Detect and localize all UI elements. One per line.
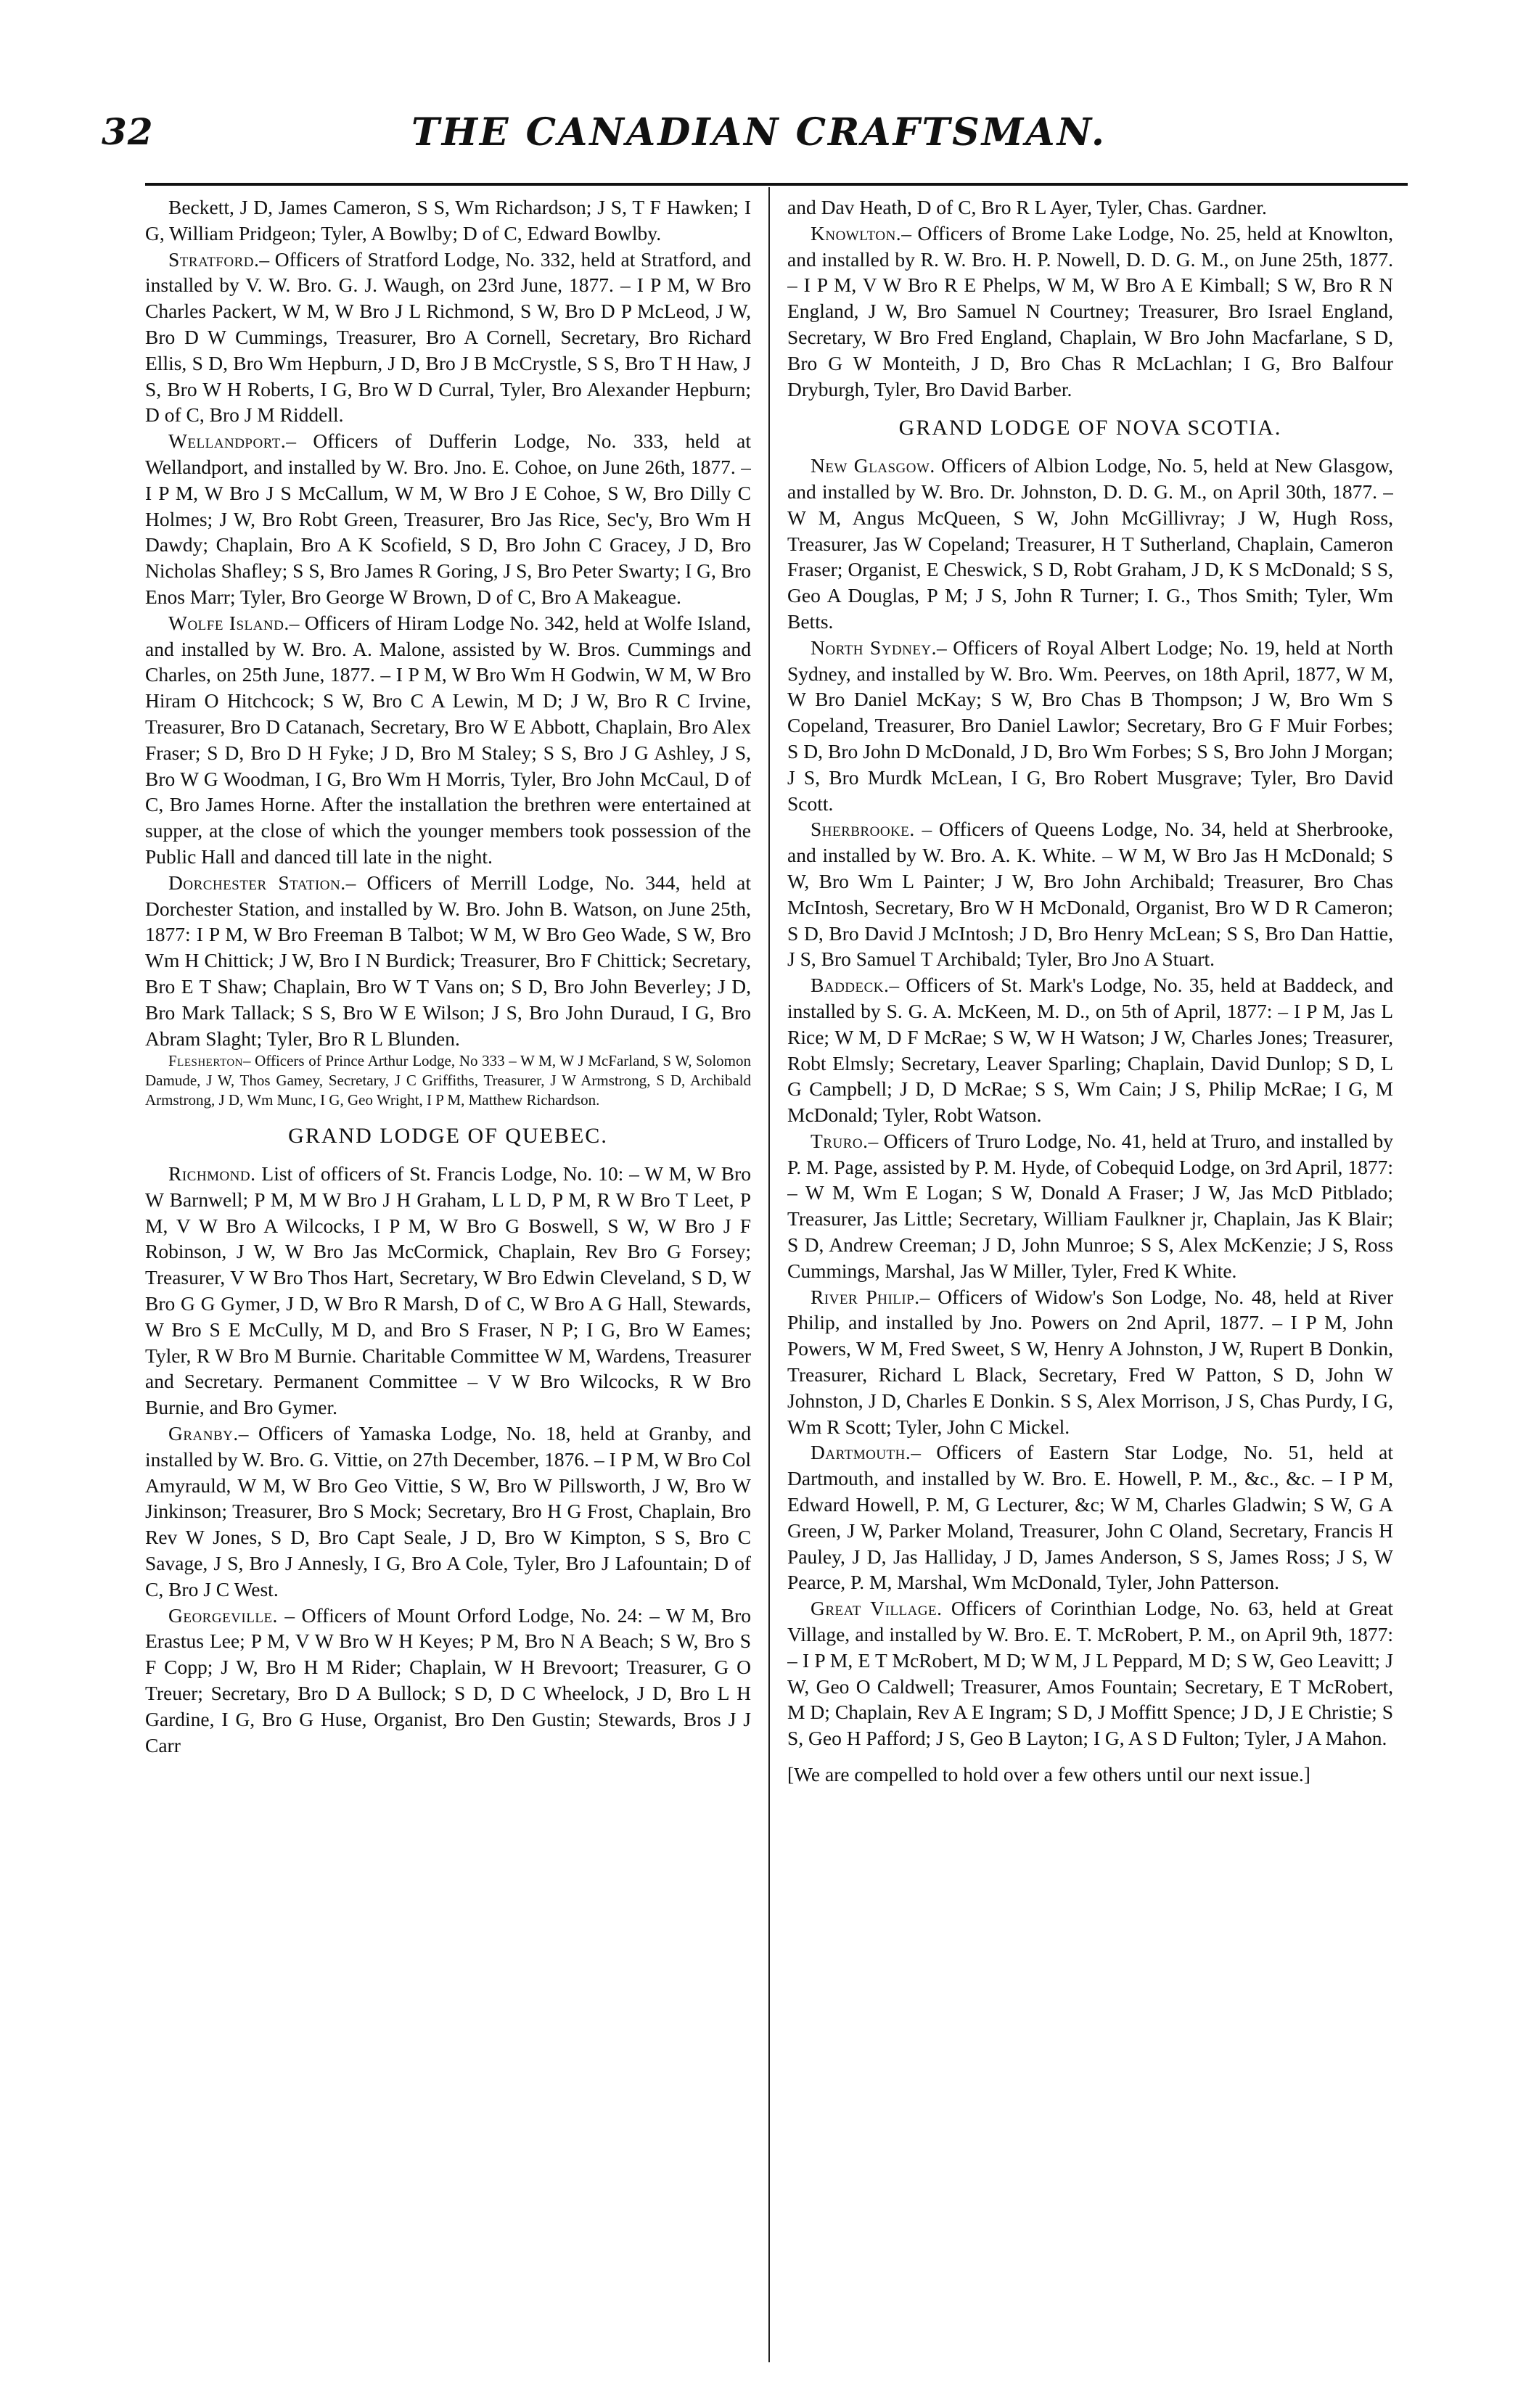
report-text: and Dav Heath, D of C, Bro R L Ayer, Tyler, Chas. Gardner. [787,196,1267,218]
page-title: THE CANADIAN CRAFTSMAN. [411,110,1107,155]
report-text: – Officers of Mount Orford Lodge, No. 24: – W M, Bro Erastus Lee; P M, V W Bro W H Keyes; P M, Bro N A Beach; S W, Bro S F Copp; J W, Bro H M Rider; Chaplain, W H Brevoort; Treasurer, G O Treuer; Secretary, Bro D A Bullock; S D, D C Wheelock, J D, Bro L H Gardine, I G, Bro G Huse, Organist, Bro Den Gustin; Stewards, Bros J J Carr [145,1603,751,1756]
lodge-location: Richmond. [168,1162,256,1185]
lodge-report [145,1603,751,1759]
lodge-report [145,1051,751,1110]
report-text: – Officers of Eastern Star Lodge, No. 51, held at Dartmouth, and installed by W. Bro. E. Howell, P. M., &c., &c. – I P M, Edward Howell, P. M, G Lecturer, &c; W M, Charles Gladwin; S W, G A Green, J W, Parker Moland, Treasurer, John C Oland, Secretary, Francis H Pauley, J D, Jas Halliday, J D, James Anderson, S S, James Ross; J S, W Pearce, P. M, Marshal, Wm McDonald, Tyler, John Patterson. [787,1441,1393,1594]
lodge-location: North Sydney. [811,636,938,659]
lodge-report [787,453,1393,635]
lodge-location: Truro. [811,1129,869,1152]
lodge-report [787,1439,1393,1595]
report-text: Beckett, J D, James Cameron, S S, Wm Richardson; J S, T F Hawken; I G, William Pridgeon; Tyler, A Bowlby; D of C, Edward Bowlby. [145,196,751,245]
lodge-report [145,1421,751,1603]
lodge-report [787,635,1393,817]
report-text: – Officers of Royal Albert Lodge; No. 19, held at North Sydney, and installed by W. Bro. Wm. Peerves, on 18th April, 1877, W M, W Bro Daniel McKay; S W, Bro Chas B Thompson; J W, Bro Wm S Copeland, Treasurer, Bro Daniel Lawlor; Secretary, Bro G F Muir Forbes; S D, Bro John D McDonald, J D, Bro Wm Forbes; S S, Bro John J Morgan; J S, Bro Murdk McLean, I G, Bro Robert Musgrave; Tyler, Bro David Scott. [787,636,1393,815]
lodge-location: River Philip. [811,1285,920,1308]
lodge-report [787,972,1393,1128]
lodge-report [145,247,751,429]
lodge-report [787,1595,1393,1751]
lodge-report [787,1284,1393,1440]
lodge-report [787,194,1393,221]
lodge-report [145,610,751,870]
lodge-report [145,428,751,610]
report-text: – Officers of Stratford Lodge, No. 332, held at Stratford, and installed by V. W. Bro. G. J. Waugh, on 23rd June, 1877. – I P M, W Bro Charles Packert, W M, W Bro J L Richmond, S W, Bro D P McLeod, J W, Bro D W Cummings, Treasurer, Bro A Cornell, Secretary, Bro Richard Ellis, S D, Bro Wm Hepburn, J D, Bro J B McCrystle, S S, Bro T H Haw, J S, Bro W H Roberts, I G, Bro W D Curral, Tyler, Bro Alexander Hepburn; D of C, Bro J M Riddell. [145,247,751,427]
column-divider [768,187,770,2362]
lodge-report [787,1128,1393,1284]
header-rule [145,183,1408,186]
lodge-location: Knowlton. [811,221,902,245]
lodge-location: Wellandport. [168,430,287,453]
report-text: – Officers of Prince Arthur Lodge, No 333 – W M, W J McFarland, S W, Solomon Damude, J W, Thos Gamey, Secretary, J C Griffiths, Treasurer, J W Armstrong, S D, Archibald Armstrong, J D, Wm Munc, I G, Geo Wright, I P M, Matthew Richardson. [145,1052,751,1109]
report-text: Officers of Corinthian Lodge, No. 63, held at Great Village, and installed by W. Bro. E. T. McRobert, P. M., on April 9th, 1877: – I P M, E T McRobert, M D; W M, J L Peppard, M D; S W, Geo Leavitt; J W, Geo O Caldwell; Treasurer, Amos Fountain; Secretary, E T McRobert, M D; Chaplain, Rev A E Ingram; S D, J Moffitt Spence; J D, J E Christie; S S, Geo H Pafford; J S, Geo B Layton; I G, A S D Fulton; Tyler, J A Mahon. [787,1597,1393,1750]
right-column [787,194,1393,2349]
lodge-location: Granby. [168,1422,239,1445]
lodge-location: Georgeville. [168,1603,278,1627]
lodge-location: Dartmouth. [811,1441,911,1464]
lodge-report [787,221,1393,403]
report-text: List of officers of St. Francis Lodge, No. 10: – W M, W Bro W Barnwell; P M, M W Bro J H Graham, L L D, P M, R W Bro T Leet, P M, V W Bro A Wilcocks, I P M, W Bro G Boswell, S W, W Bro J F Robinson, J W, W Bro Jas McCormick, Chaplain, Rev Bro G Forsey; Treasurer, V W Bro Thos Hart, Secretary, W Bro Edwin Cleveland, S D, W Bro G G Gymer, J D, W Bro R Marsh, D of C, W Bro A G Hall, Stewards, W Bro S E McCully, M D, and Bro S Fraser, N P; I G, Bro W Eames; Tyler, R W Bro M Burnie. Charitable Committee W M, Wardens, Treasurer and Secretary. Permanent Committee – V W Bro Wilcocks, R W Bro Burnie, and Bro Gymer. [145,1162,751,1419]
report-text: – Officers of Merrill Lodge, No. 344, held at Dorchester Station, and installed by W. Bro. John B. Watson, on June 25th, 1877: I P M, W Bro Freeman B Talbot; W M, W Bro Geo Wade, S W, Bro Wm H Chittick; J W, Bro I N Burdick; Treasurer, Bro F Chittick; Secretary, Bro E T Shaw; Chaplain, Bro W T Vans on; S D, Bro John Beverley; J D, Bro Mark Tallack; S S, Bro W E Wilson; J S, Bro John Duraud, I G, Bro Abram Slaght; Tyler, Bro R L Blunden. [145,871,751,1050]
report-text: – Officers of Widow's Son Lodge, No. 48, held at River Philip, and installed by Jno. Powers on 2nd April, 1877. – I P M, John Powers, W M, Fred Sweet, S W, Henry A Johnston, J W, Rupert B Donkin, Treasurer, Richard L Black, Secretary, Fred W Patton, S D, John W Johnston, J D, Charles E Donkin. S S, Alex Morrison, J S, Chas Purdy, I G, Wm R Scott; Tyler, John C Mickel. [787,1285,1393,1438]
page-number: 32 [102,110,154,153]
editor-note [787,1762,1393,1788]
report-text: – Officers of Queens Lodge, No. 34, held at Sherbrooke, and installed by W. Bro. A. K. White. – W M, W Bro Jas H McDonald; S W, Bro Wm L Painter; J W, Bro John Archibald; Treasurer, Bro Chas McIntosh, Secretary, Bro W H McDonald, Organist, Bro W D R Cameron; S D, Bro David J McIntosh; J D, Bro Henry McLean; S S, Bro Dan Hattie, J S, Bro Samuel T Archibald; Tyler, Bro Jno A Stuart. [787,818,1393,971]
lodge-location: Wolfe Island. [168,611,290,634]
section-heading: GRAND LODGE OF NOVA SCOTIA. [898,416,1282,440]
lodge-report [787,816,1393,972]
lodge-location: Sherbrooke. [811,818,915,841]
report-text: – Officers of Yamaska Lodge, No. 18, held at Granby, and installed by W. Bro. G. Vittie, on 27th December, 1876. – I P M, W Bro Col Amyrauld, W M, W Bro Geo Vittie, S W, Bro W Pillsworth, J W, Bro W Jinkinson; Treasurer, Bro S Mock; Secretary, Bro H G Frost, Chaplain, Bro Rev W Jones, S D, Bro Capt Seale, J D, Bro W Kimpton, S S, Bro C Savage, J S, Bro J Annesly, I G, Bro A Cole, Tyler, Bro J Lafountain; D of C, Bro J C West. [145,1422,751,1600]
report-text: – Officers of Truro Lodge, No. 41, held at Truro, and installed by P. M. Page, assisted by P. M. Hyde, of Cobequid Lodge, on 3rd April, 1877: – W M, Wm E Logan; S W, Donald A Fraser; J W, Jas McD Pitblado; Treasurer, Jas Little; Secretary, William Faulkner jr, Chaplain, Jas K Blair; S D, Andrew Creeman; J D, John Munroe; S S, Alex McKenzie; J S, Ross Cummings, Marshal, Jas W Miller, Tyler, Fred K White. [787,1129,1393,1282]
lodge-location: Stratford. [168,247,260,271]
lodge-report [145,1161,751,1421]
lodge-location: Flesherton [168,1052,244,1070]
report-text: – Officers of Hiram Lodge No. 342, held at Wolfe Island, and installed by W. Bro. A. Malone, assisted by W. Bros. Cummings and Charles, on 25th June, 1877. – I P M, W Bro Wm H Godwin, W M, W Bro Hiram O Hitchcock; S W, Bro C A Lewin, M D; J W, Bro R C Irvine, Treasurer, Bro D Catanach, Secretary, Bro W E Abbott, Chaplain, Bro Alex Fraser; S D, Bro D H Fyke; J D, Bro M Staley; S S, Bro J G Ashley, J S, Bro W G Woodman, I G, Bro Wm H Morris, Tyler, Bro John McCaul, D of C, Bro James Horne. After the installation the brethren were entertained at supper, at the close of which the younger members took possession of the Public Hall and danced till late in the night. [145,611,751,868]
lodge-location: New Glasgow. [811,454,935,477]
lodge-location: Baddeck. [811,974,890,997]
report-text: – Officers of Brome Lake Lodge, No. 25, held at Knowlton, and installed by R. W. Bro. H. P. Nowell, D. D. G. M., on June 25th, 1877. – I P M, V W Bro R E Phelps, W M, W Bro A E Kimball; S W, Bro R N England, J W, Bro Samuel N Courtney; Treasurer, Bro Israel England, Secretary, W Bro Fred England, Chaplain, W Bro John Macfarlane, S D, Bro G W Monteith, J D, Bro Chas R McLachlan; I G, Bro Balfour Dryburgh, Tyler, Bro David Barber. [787,221,1393,400]
report-text: Officers of Albion Lodge, No. 5, held at New Glasgow, and installed by W. Bro. Dr. Johnston, D. D. G. M., on April 30th, 1877. – W M, Angus McQueen, S W, John McGillivray; J W, Hugh Ross, Treasurer, Jas W Copeland; Treasurer, H T Sutherland, Chaplain, Cameron Fraser; Organist, E Cheswick, S D, Robt Graham, J D, K S McDonald; S S, Geo A Douglas, P M; J S, John R Turner; I. G., Thos Smith; Tyler, Wm Betts. [787,454,1393,633]
lodge-report [145,194,751,247]
section-heading: GRAND LODGE OF QUEBEC. [288,1124,608,1148]
left-column [145,194,751,2349]
lodge-report [145,870,751,1052]
report-text: [We are compelled to hold over a few others until our next issue.] [787,1763,1310,1786]
report-text: – Officers of St. Mark's Lodge, No. 35, held at Baddeck, and installed by S. G. A. McKeen, M. D., on 5th of April, 1877: – I P M, Jas L Rice; W M, D F McRae; S W, W H Watson; J W, Charles Jones; Treasurer, Robt Elmsly; Secretary, Leaver Sparling; Chaplain, David Dunlop; S D, L G Campbell; J D, D McRae; S S, Wm Cain; J S, Philip McRae; I G, M McDonald; Tyler, Robt Watson. [787,974,1393,1127]
lodge-location: Great Village. [811,1597,943,1620]
report-text: – Officers of Dufferin Lodge, No. 333, held at Wellandport, and installed by W. Bro. Jno. E. Cohoe, on June 26th, 1877. – I P M, W Bro J S McCallum, W M, W Bro J E Cohoe, S W, Bro Dilly C Holmes; J W, Bro Robt Green, Treasurer, Bro Jas Rice, Sec'y, Bro Wm H Dawdy; Chaplain, Bro A K Scofield, S D, Bro John C Gracey, J D, Bro Nicholas Shafley; S S, Bro James R Goring, J S, Bro Peter Swarty; I G, Bro Enos Marr; Tyler, Bro George W Brown, D of C, Bro A Makeague. [145,430,751,608]
lodge-location: Dorchester Station. [168,871,346,894]
